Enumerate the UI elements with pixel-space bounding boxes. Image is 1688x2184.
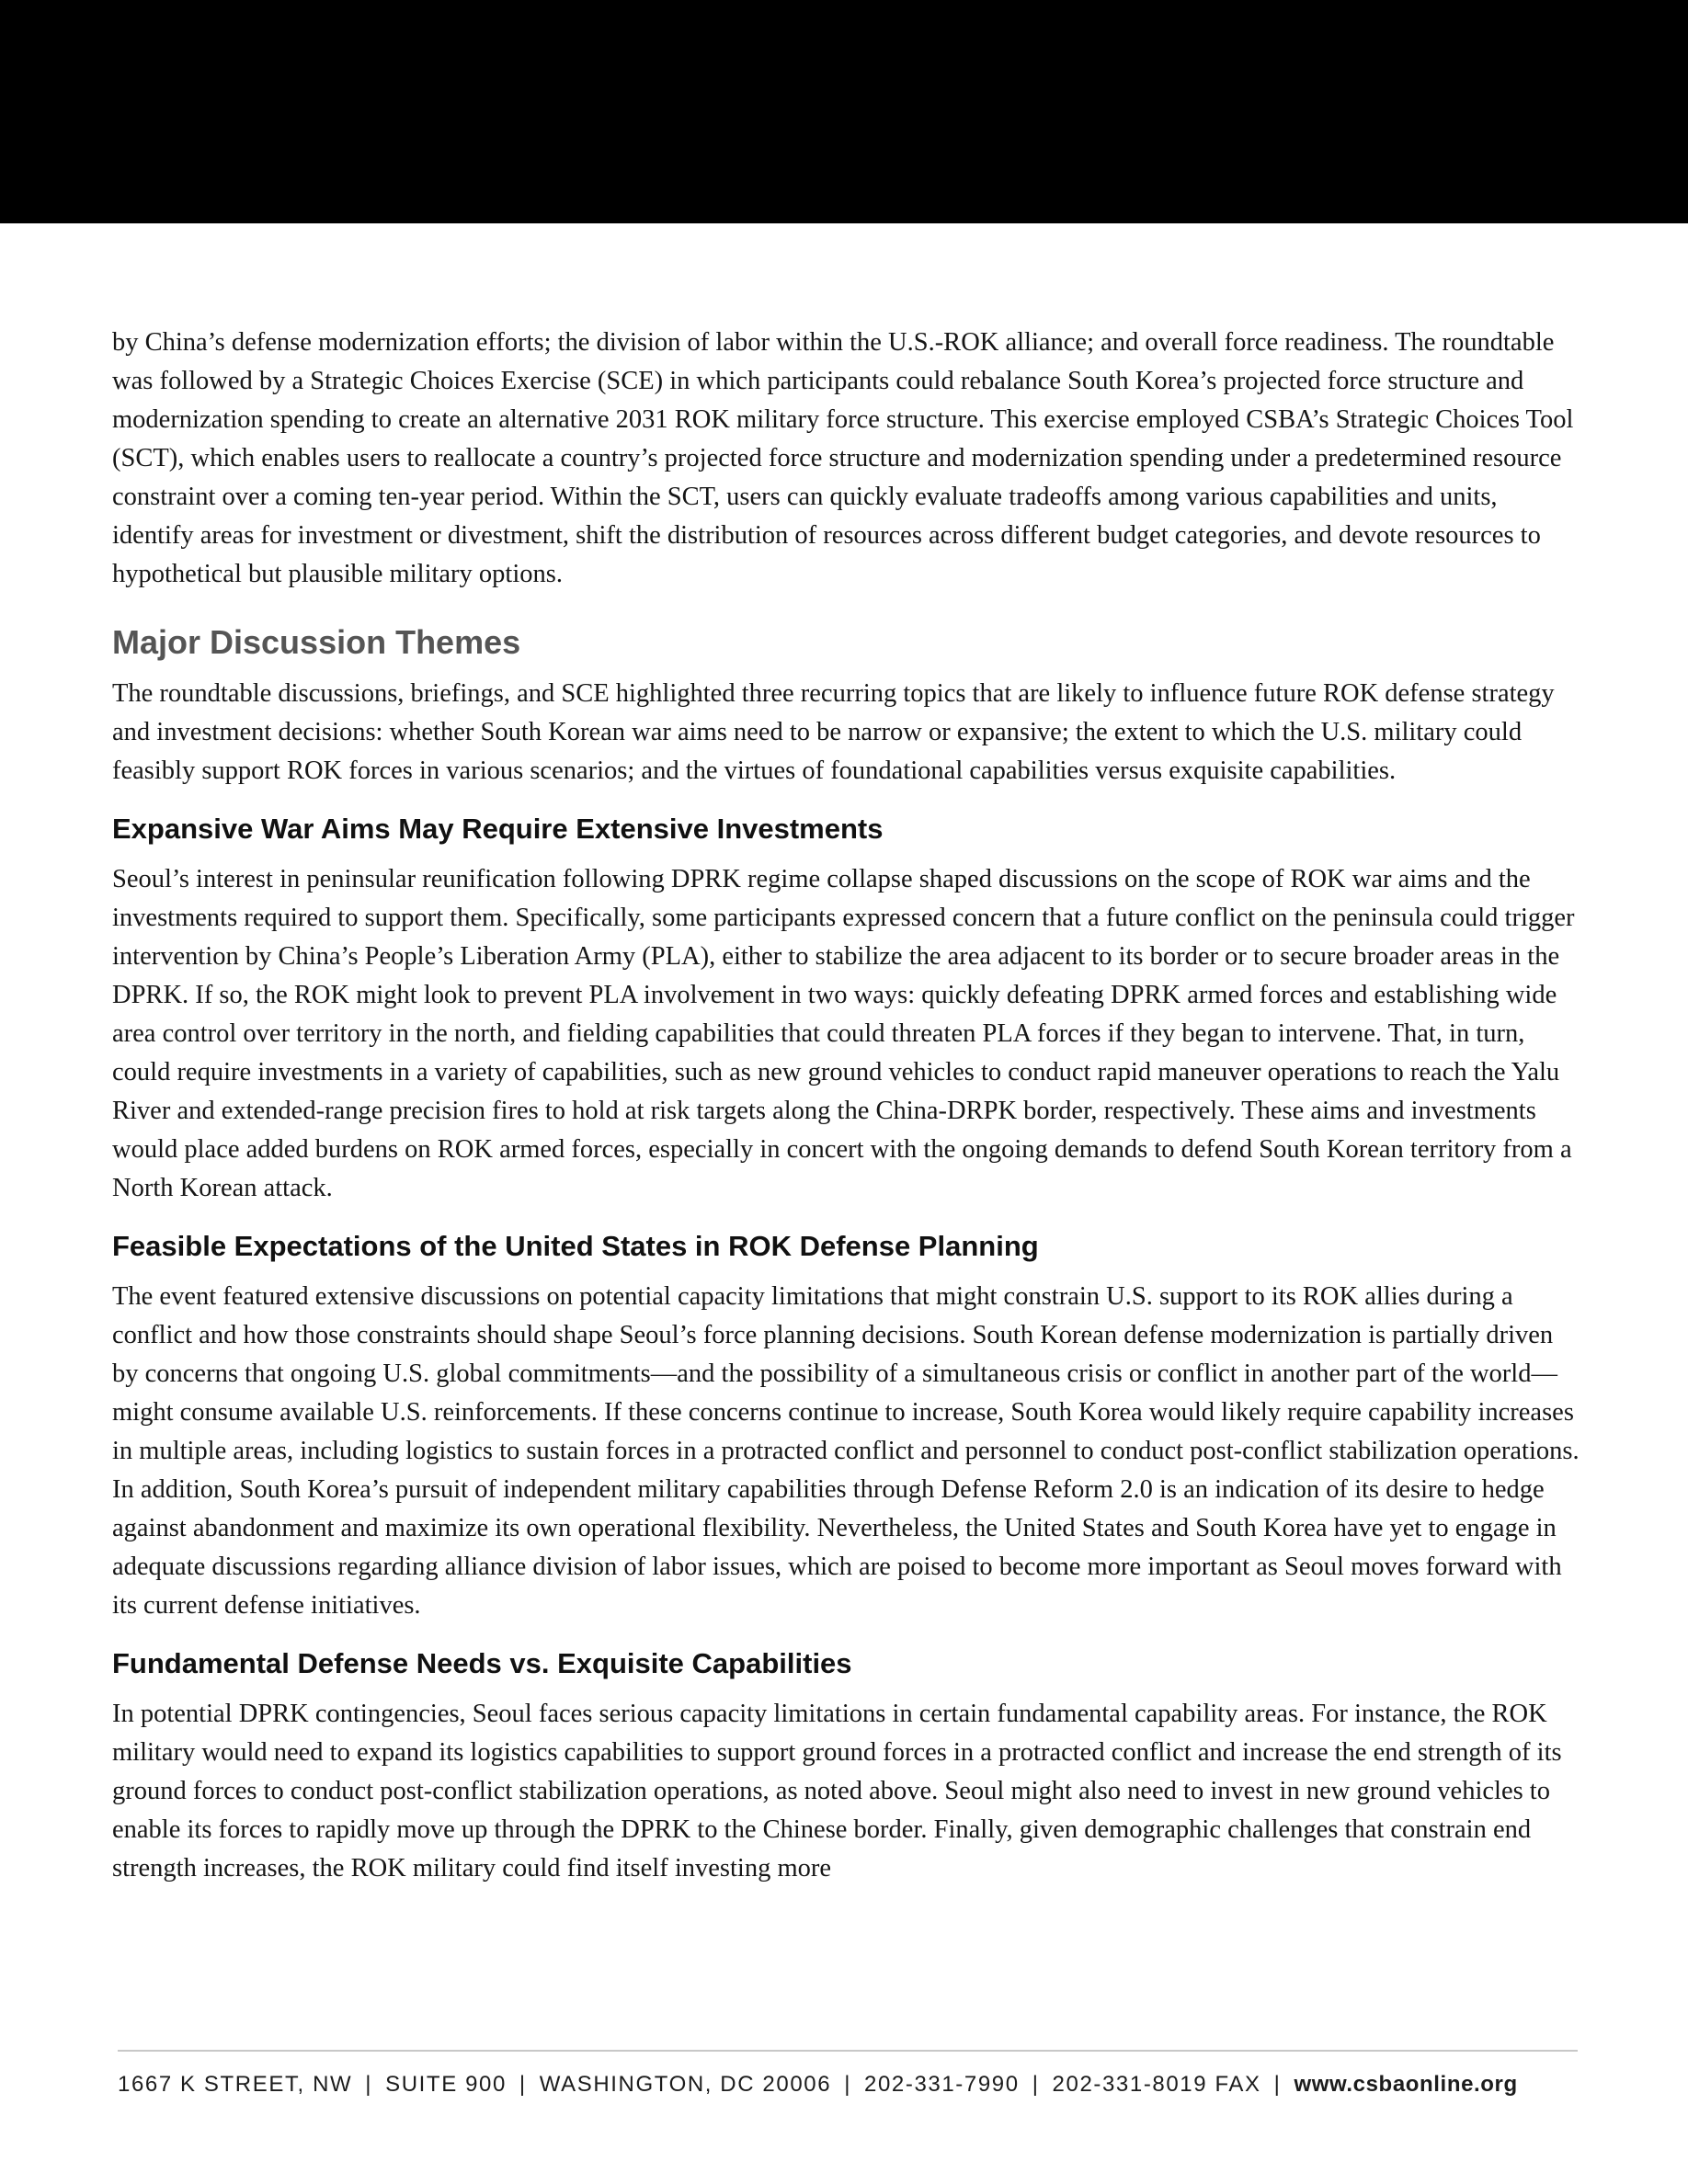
paragraph-war-aims: Seoul’s interest in peninsular reunification following DPRK regime collapse shaped discussions on the scope of ROK war aims and the investments required to support them. Specifically, some participants expressed concern that a future conflict on the peninsula could trigger intervention by China’s People’s Liberation Army (PLA), either to stabilize the area adjacent to its border or to secure broader areas in the DPRK. If so, the ROK might look to prevent PLA involvement in two ways: quickly defeating DPRK armed forces and establishing wide area control over territory in the north, and fielding capabilities that could threaten PLA forces if they began to intervene. That, in turn, could require investments in a variety of capabilities, such as new ground vehicles to conduct rapid maneuver operations to reach the Yalu River and extended-range precision fires to hold at risk targets along the China-DRPK border, respectively. These aims and investments would place added burdens on ROK armed forces, especially in concert with the ongoing demands to defend South Korean territory from a North Korean attack. [112,865,1575,1202]
heading-major-discussion-themes: Major Discussion Themes [112,623,521,661]
footer-divider [118,2050,1578,2052]
paragraph-themes: The roundtable discussions, briefings, and SCE highlighted three recurring topics that are likely to influence future ROK defense strategy and investment decisions: whether South Korean war aims need to be narrow or expansive; the extent to which the U.S. military could feasibly support ROK forces in various scenarios; and the virtues of foundational capabilities versus exquisite capabilities. [112,679,1555,785]
heading-fundamental-defense-needs: Fundamental Defense Needs vs. Exquisite Capabilities [112,1647,852,1679]
footer-street: 1667 K STREET, NW [118,2072,353,2097]
footer-address-bar [118,2066,1578,2103]
paragraph-intro: by China’s defense modernization efforts; the division of labor within the U.S.-ROK alliance; and overall force readiness. The roundtable was followed by a Strategic Choices Exercise (SCE) in which participants could rebalance South Korea’s projected force structure and modernization spending to create an alternative 2031 ROK military force structure. This exercise employed CSBA’s Strategic Choices Tool (SCT), which enables users to reallocate a country’s projected force structure and modernization spending under a predetermined resource constraint over a coming ten-year period. Within the SCT, users can quickly evaluate tradeoffs among various capabilities and units, identify areas for investment or divestment, shift the distribution of resources across different budget categories, and devote resources to hypothetical but plausible military options. [112,328,1574,588]
footer-separator: | [519,2072,527,2097]
heading-feasible-expectations: Feasible Expectations of the United States in ROK Defense Planning [112,1230,1039,1262]
footer-separator: | [844,2072,852,2097]
footer-fax: 202-331-8019 FAX [1052,2072,1261,2097]
paragraph-expectations: The event featured extensive discussions on potential capacity limitations that might constrain U.S. support to its ROK allies during a conflict and how those constraints should shape Seoul’s force planning decisions. South Korean defense modernization is partially driven by concerns that ongoing U.S. global commitments—and the possibility of a simultaneous crisis or conflict in another part of the world—might consume available U.S. reinforcements. If these concerns continue to increase, South Korea would likely require capability increases in multiple areas, including logistics to sustain forces in a protracted conflict and personnel to conduct post-conflict stabilization operations. In addition, South Korea’s pursuit of independent military capabilities through Defense Reform 2.0 is an indication of its desire to hedge against abandonment and maximize its own operational flexibility. Nevertheless, the United States and South Korea have yet to engage in adequate discussions regarding alliance division of labor issues, which are poised to become more important as Seoul moves forward with its current defense initiatives. [112,1282,1580,1620]
paragraph-fundamental: In potential DPRK contingencies, Seoul faces serious capacity limitations in certain fundamental capability areas. For instance, the ROK military would need to expand its logistics capabilities to support ground forces in a protracted conflict and increase the end strength of its ground forces to conduct post-conflict stabilization operations, as noted above. Seoul might also need to invest in new ground vehicles to enable its forces to rapidly move up through the DPRK to the Chinese border. Finally, given demographic challenges that constrain end strength increases, the ROK military could find itself investing more [112,1700,1562,1883]
document-body [112,324,1583,1888]
footer-phone: 202-331-7990 [864,2072,1020,2097]
footer-separator: | [1273,2072,1282,2097]
footer-website-link[interactable]: www.csbaonline.org [1294,2072,1518,2097]
heading-expansive-war-aims: Expansive War Aims May Require Extensive Investments [112,813,884,845]
footer-city: WASHINGTON, DC 20006 [539,2072,832,2097]
footer-separator: | [365,2072,373,2097]
footer-suite: SUITE 900 [385,2072,507,2097]
top-black-band [0,0,1688,223]
footer-separator: | [1032,2072,1040,2097]
